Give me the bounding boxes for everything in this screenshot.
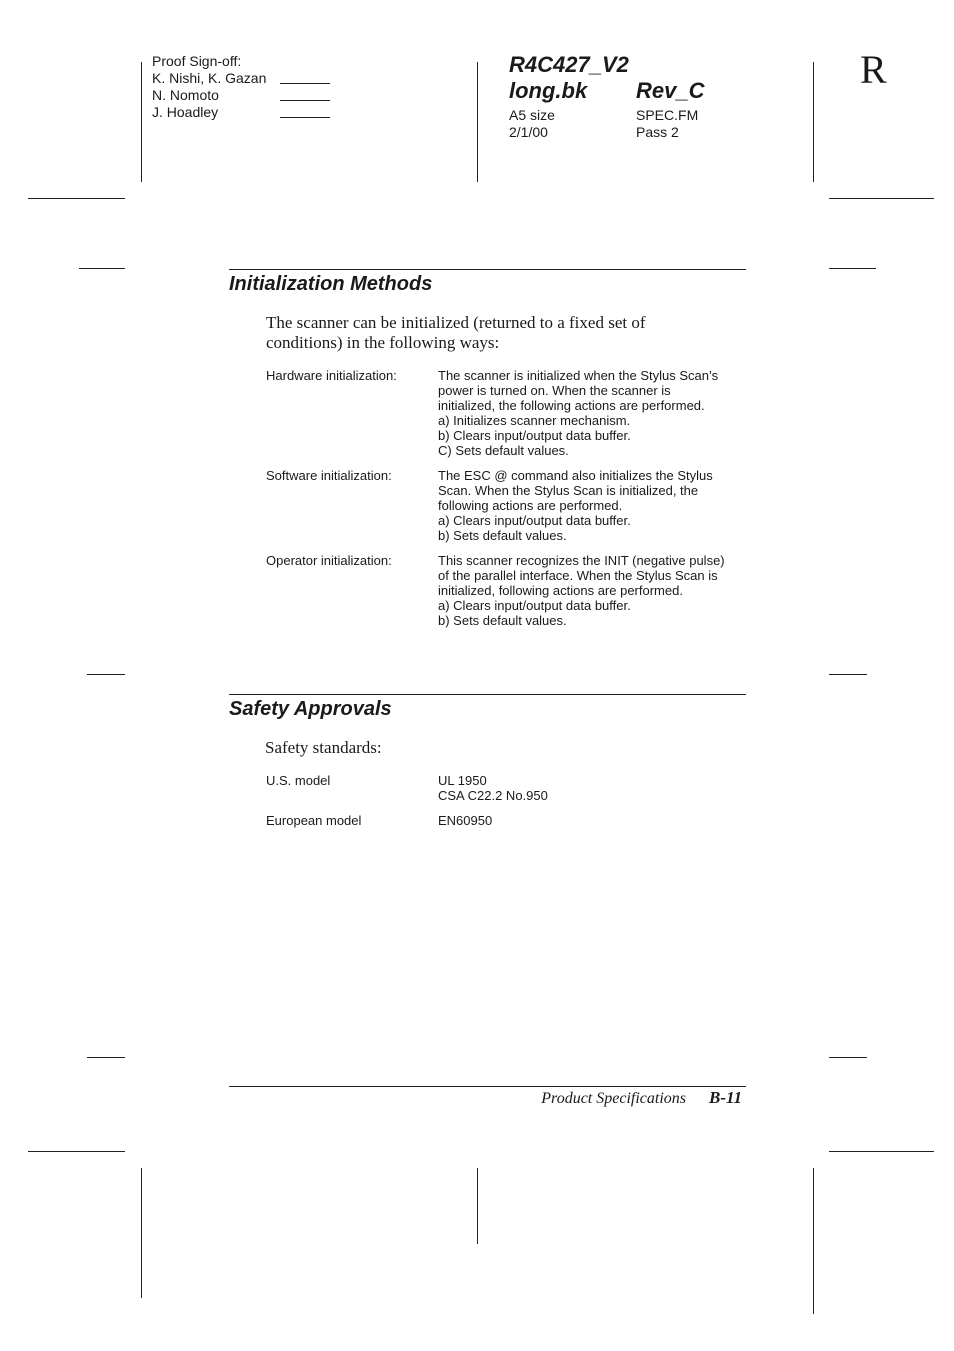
crop-mark [28,198,125,199]
section-heading-safety: Safety Approvals [229,698,392,720]
initialization-table [266,368,738,638]
footer-rule [229,1086,746,1087]
section-rule [229,269,746,270]
doc-id: R4C427_V2 [509,52,629,77]
value-line: C) Sets default values. [438,443,569,458]
crop-mark [477,62,478,182]
value-line: b) Clears input/output data buffer. [438,428,631,443]
crop-mark [28,1151,125,1152]
value-line: power is turned on. When the scanner is [438,383,671,398]
proof-name: N. Nomoto [152,87,219,103]
proof-heading: Proof Sign-off: [152,53,242,69]
proof-signoff [152,53,330,121]
value-line: of the parallel interface. When the Stylus Scan is [438,568,718,583]
book-name: long.bk [509,78,588,103]
footer-title: Product Specifications [541,1090,686,1107]
crop-mark [87,674,125,675]
crop-mark [141,62,142,182]
row-label: Hardware initialization: [266,368,397,383]
value-line: EN60950 [438,813,493,828]
value-line: initialized, the following actions are performed. [438,398,705,413]
crop-mark [829,674,867,675]
safety-intro: Safety standards: [265,738,382,757]
value-line: Scan. When the Stylus Scan is initialized, the [438,483,699,498]
intro-line: The scanner can be initialized (returned to a fixed set of [266,313,646,332]
proof-row [152,87,330,104]
proof-row [152,104,330,121]
crop-mark [829,1151,934,1152]
proof-name: J. Hoadley [152,104,219,120]
crop-mark [141,1168,142,1298]
intro-line: conditions) in the following ways: [266,333,500,352]
intro-paragraph [266,313,646,353]
row-value [438,813,738,828]
row-value [438,368,738,458]
crop-mark [79,268,125,269]
section-heading-initialization: Initialization Methods [229,273,433,295]
value-line: following actions are performed. [438,498,623,513]
value-line: a) Initializes scanner mechanism. [438,413,631,428]
value-line: CSA C22.2 No.950 [438,788,548,803]
section-rule [229,694,746,695]
value-line: a) Clears input/output data buffer. [438,513,631,528]
row-value [438,773,738,803]
row-label: U.S. model [266,773,331,788]
signature-line [280,88,330,101]
value-line: a) Clears input/output data buffer. [438,598,631,613]
proof-row [152,70,330,87]
table-row [266,368,738,458]
row-label: Operator initialization: [266,553,392,568]
value-line: b) Sets default values. [438,528,567,543]
crop-mark [477,1168,478,1244]
value-line: The ESC @ command also initializes the Stylus [438,468,713,483]
value-line: This scanner recognizes the INIT (negative pulse) [438,553,725,568]
row-label: Software initialization: [266,468,392,483]
crop-mark [829,1057,867,1058]
crop-mark [813,62,814,182]
table-row [266,813,738,828]
value-line: initialized, following actions are performed. [438,583,683,598]
value-line: b) Sets default values. [438,613,567,628]
revision: Rev_C [636,78,705,103]
crop-mark [813,1168,814,1314]
corner-letter: R [860,47,887,92]
row-value [438,468,738,543]
proof-name: K. Nishi, K. Gazan [152,70,267,86]
table-row [266,553,738,628]
table-row [266,468,738,543]
table-row [266,773,738,803]
value-line: UL 1950 [438,773,487,788]
value-line: The scanner is initialized when the Stylus Scan’s [438,368,719,383]
crop-mark [829,198,934,199]
page-number: B-11 [709,1088,743,1107]
row-value [438,553,738,628]
crop-mark [829,268,876,269]
safety-table [266,773,738,838]
pass-number: Pass 2 [636,124,679,140]
page-size: A5 size [509,107,555,123]
doc-date: 2/1/00 [509,124,548,140]
crop-mark [87,1057,125,1058]
signature-line [280,105,330,118]
signature-line [280,71,330,84]
row-label: European model [266,813,362,828]
file-name: SPEC.FM [636,107,699,123]
